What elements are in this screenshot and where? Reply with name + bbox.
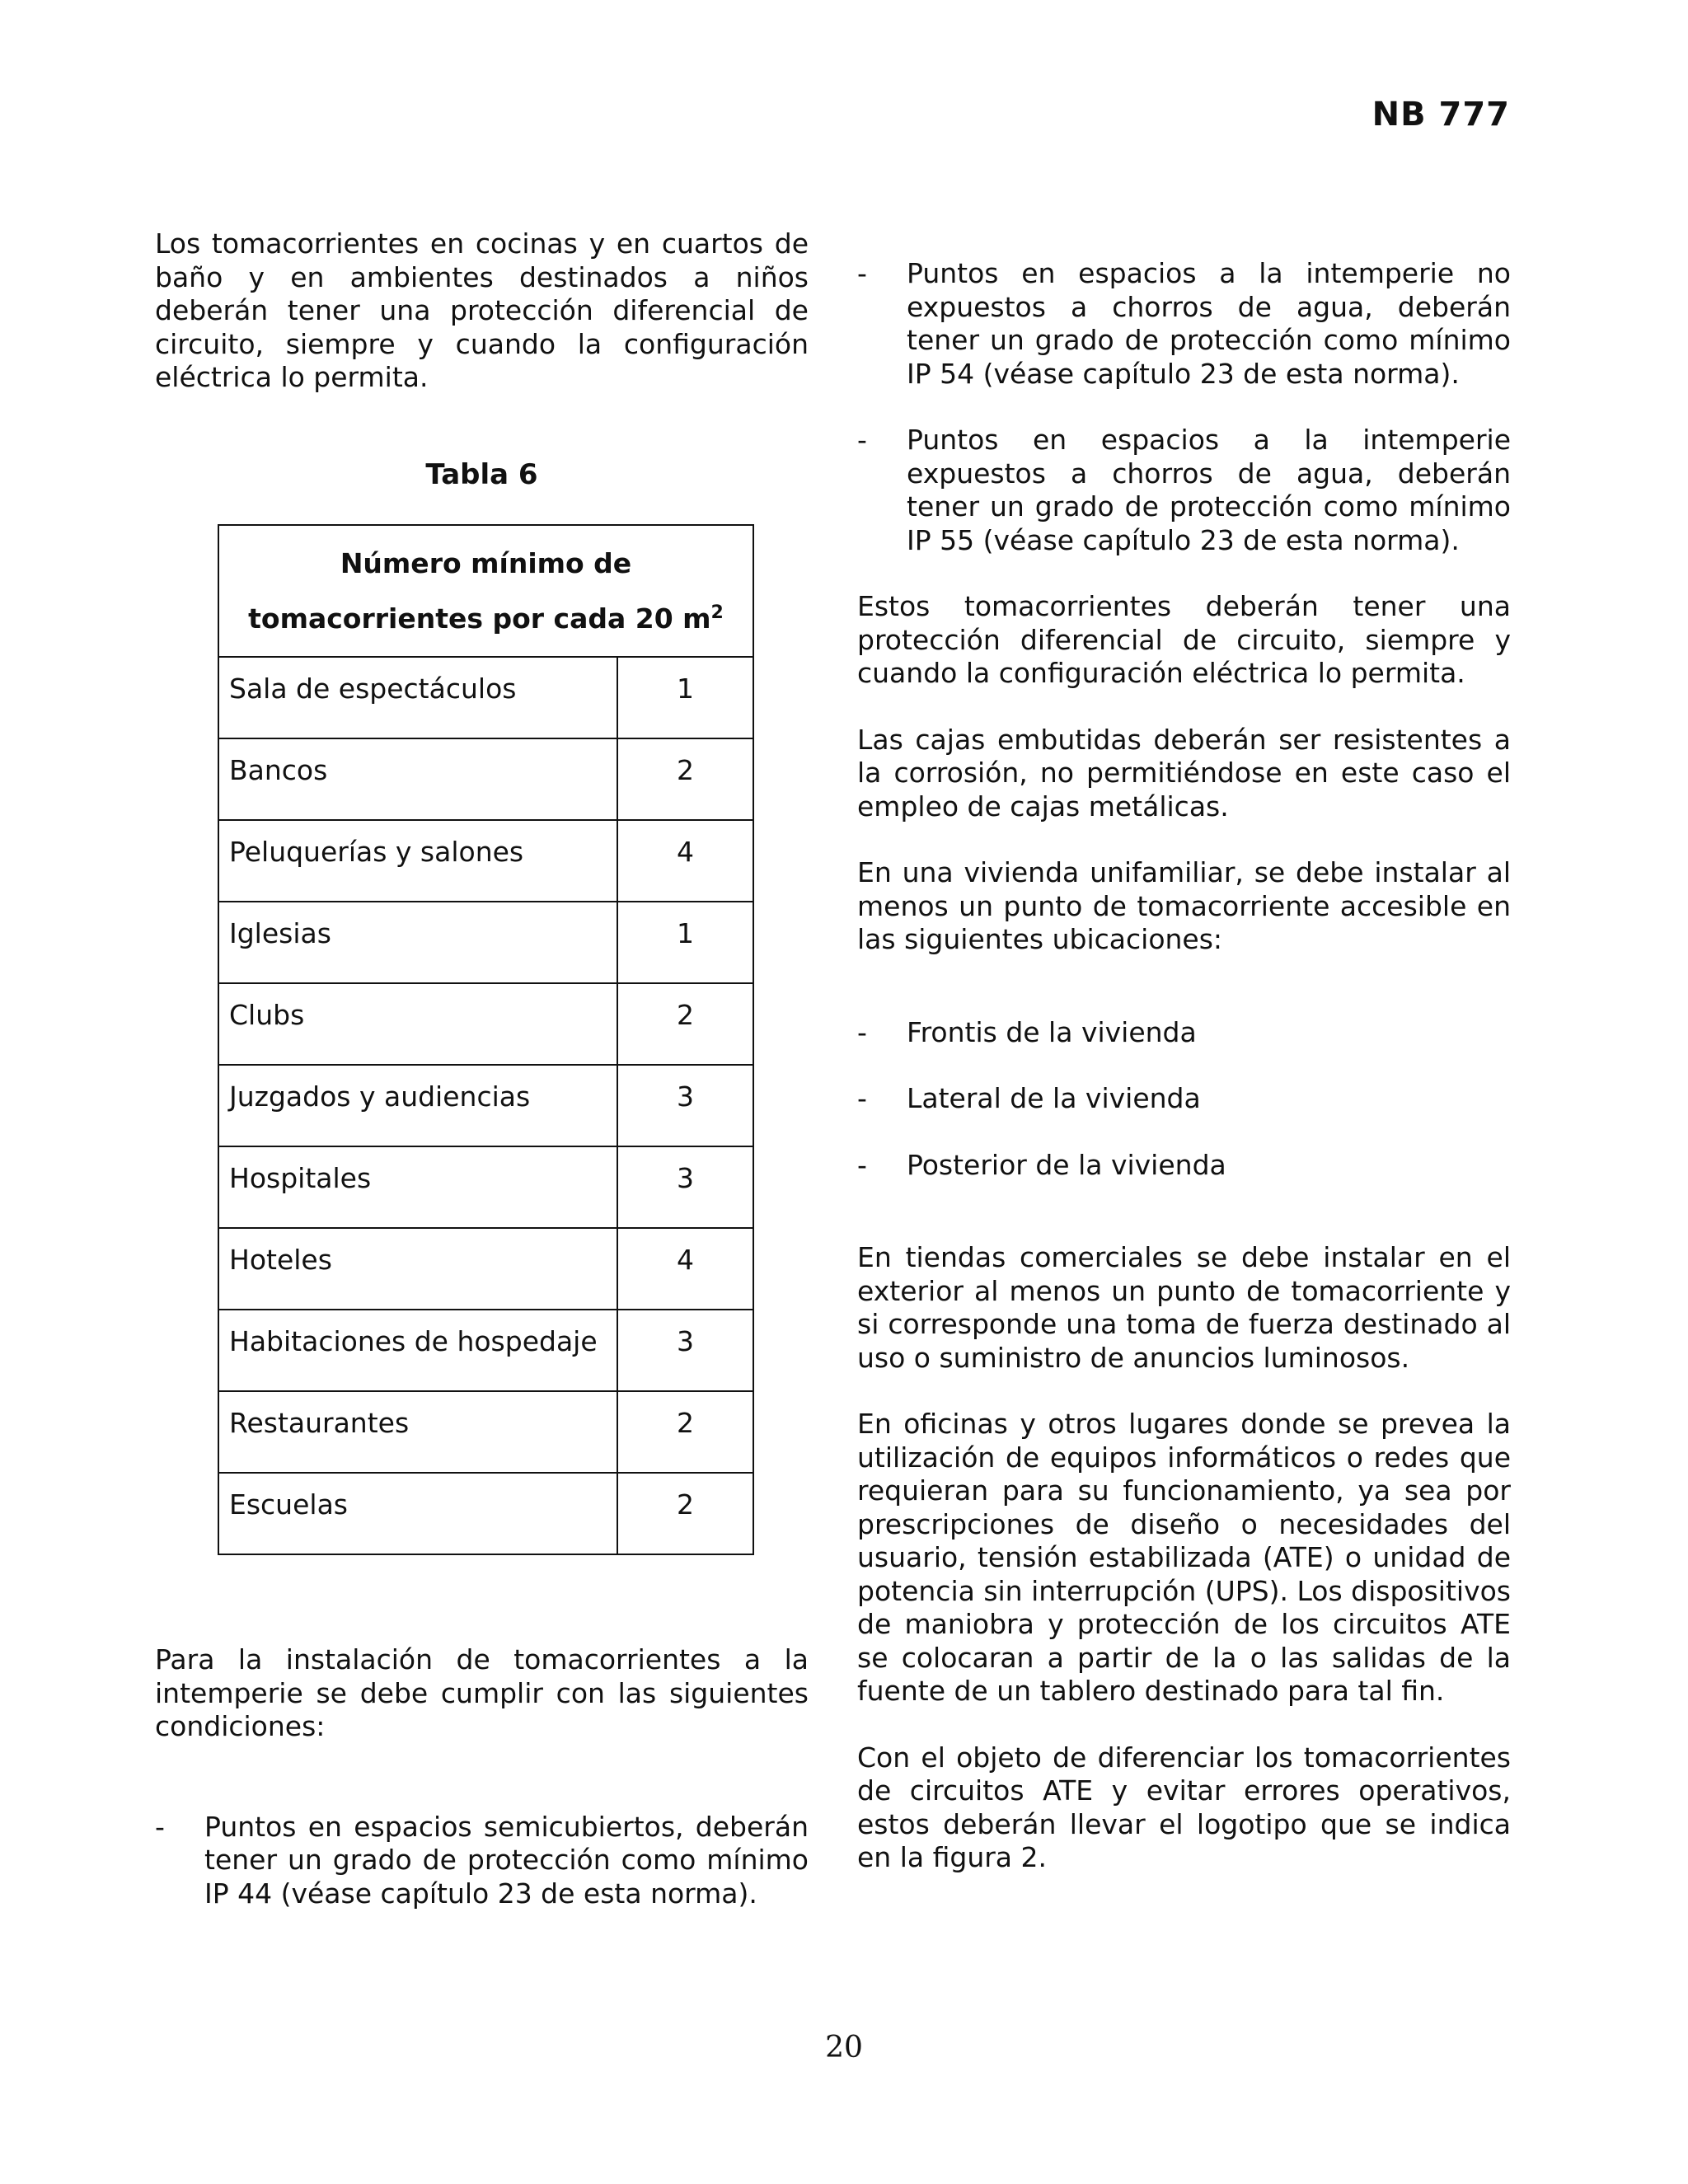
- row-value: 3: [617, 1146, 753, 1228]
- bullet-text: Puntos en espacios a la intemperie expuestos a chorros de agua, deberán tener un grado de protección como mínimo IP 55 (véase capítulo 23 de esta norma).: [907, 424, 1511, 556]
- row-value: 1: [617, 657, 753, 738]
- table-header-line2: tomacorrientes por cada 20 m: [248, 602, 711, 635]
- table-row: [218, 657, 753, 738]
- bullet-dash: -: [857, 1082, 867, 1114]
- row-label: Hoteles: [218, 1228, 617, 1310]
- logotipo-paragraph: Con el objeto de diferenciar los tomacorrientes de circuitos ATE y evitar errores operativos, estos deberán llevar el logotipo que se indica en la figura 2.: [857, 1741, 1511, 1873]
- table-header: [218, 525, 753, 657]
- bullet-no-expuestos: [857, 257, 1511, 391]
- tiendas-paragraph: En tiendas comerciales se debe instalar en el exterior al menos un punto de tomacorriente y si corresponde una toma de fuerza destinado al uso o suministro de anuncios luminosos.: [857, 1241, 1511, 1374]
- row-value: 2: [617, 1473, 753, 1554]
- row-value: 2: [617, 983, 753, 1065]
- protection-paragraph: Estos tomacorrientes deberán tener una protección diferencial de circuito, siempre y cuando la configuración eléctrica lo permita.: [857, 590, 1511, 689]
- table-header-superscript: 2: [710, 602, 724, 623]
- row-label: Escuelas: [218, 1473, 617, 1554]
- vivienda-paragraph: En una vivienda unifamiliar, se debe instalar al menos un punto de tomacorriente accesible en las siguientes ubicaciones:: [857, 856, 1511, 955]
- table-row: [218, 738, 753, 820]
- row-label: Peluquerías y salones: [218, 820, 617, 902]
- left-column-lower: [155, 1643, 809, 1910]
- table-row: [218, 820, 753, 902]
- table-row: [218, 1473, 753, 1554]
- bullet-dash: -: [857, 1148, 867, 1181]
- bullet-text: Puntos en espacios a la intemperie no expuestos a chorros de agua, deberán tener un grado de protección como mínimo IP 54 (véase capítulo 23 de esta norma).: [907, 257, 1511, 390]
- bullet-expuestos: [857, 424, 1511, 557]
- table-row: [218, 1310, 753, 1391]
- intro-paragraph: Los tomacorrientes en cocinas y en cuartos de baño y en ambientes destinados a niños deberán tener una protección diferencial de circuito, siempre y cuando la configuración eléctrica lo permita.: [155, 227, 809, 393]
- row-label: Sala de espectáculos: [218, 657, 617, 738]
- table-row: [218, 1391, 753, 1473]
- left-column: [155, 227, 809, 395]
- table-row: [218, 1065, 753, 1146]
- location-text: Frontis de la vivienda: [907, 1015, 1197, 1048]
- table-caption: Tabla 6: [425, 458, 538, 491]
- location-item: [857, 1149, 1511, 1183]
- row-label: Iglesias: [218, 902, 617, 983]
- outdoor-intro-paragraph: Para la instalación de tomacorrientes a la intemperie se debe cumplir con las siguientes condiciones:: [155, 1643, 809, 1742]
- row-label: Hospitales: [218, 1146, 617, 1228]
- row-value: 2: [617, 738, 753, 820]
- bullet-dash: -: [857, 424, 867, 456]
- row-label: Juzgados y audiencias: [218, 1065, 617, 1146]
- table-row: [218, 1228, 753, 1310]
- page-number: 20: [825, 2031, 863, 2064]
- table-row: [218, 983, 753, 1065]
- row-value: 1: [617, 902, 753, 983]
- bullet-dash: -: [857, 257, 867, 289]
- table-row: [218, 1146, 753, 1228]
- table-header-line1: Número mínimo de: [340, 546, 632, 579]
- row-label: Habitaciones de hospedaje: [218, 1310, 617, 1391]
- table-header-row: [218, 525, 753, 657]
- boxes-paragraph: Las cajas embutidas deberán ser resistentes a la corrosión, no permitiéndose en este caso el empleo de cajas metálicas.: [857, 723, 1511, 823]
- right-column: [857, 257, 1511, 1875]
- bullet-dash: -: [857, 1015, 867, 1048]
- document-code: NB 777: [1372, 96, 1510, 134]
- bullet-dash: -: [155, 1810, 165, 1843]
- location-text: Lateral de la vivienda: [907, 1082, 1201, 1114]
- row-value: 4: [617, 820, 753, 902]
- bullet-semicubiertos: [155, 1811, 809, 1911]
- location-item: [857, 1082, 1511, 1116]
- location-item: [857, 1016, 1511, 1050]
- row-value: 3: [617, 1310, 753, 1391]
- row-value: 4: [617, 1228, 753, 1310]
- table-row: [218, 902, 753, 983]
- row-label: Restaurantes: [218, 1391, 617, 1473]
- location-text: Posterior de la vivienda: [907, 1148, 1226, 1181]
- oficinas-paragraph: En oficinas y otros lugares donde se prevea la utilización de equipos informáticos o redes que requieran para su funcionamiento, ya sea por prescripciones de diseño o necesidades del usuario, tensión estabilizada (ATE) o unidad de potencia sin interrupción (UPS). Los dispositivos de maniobra y protección de los circuitos ATE se colocaran a partir de la o las salidas de la fuente de un tablero destinado para tal fin.: [857, 1408, 1511, 1707]
- row-label: Clubs: [218, 983, 617, 1065]
- bullet-text: Puntos en espacios semicubiertos, deberán tener un grado de protección como mínimo IP 44 (véase capítulo 23 de esta norma).: [204, 1810, 809, 1910]
- row-label: Bancos: [218, 738, 617, 820]
- row-value: 3: [617, 1065, 753, 1146]
- outlets-table: [218, 524, 754, 1555]
- row-value: 2: [617, 1391, 753, 1473]
